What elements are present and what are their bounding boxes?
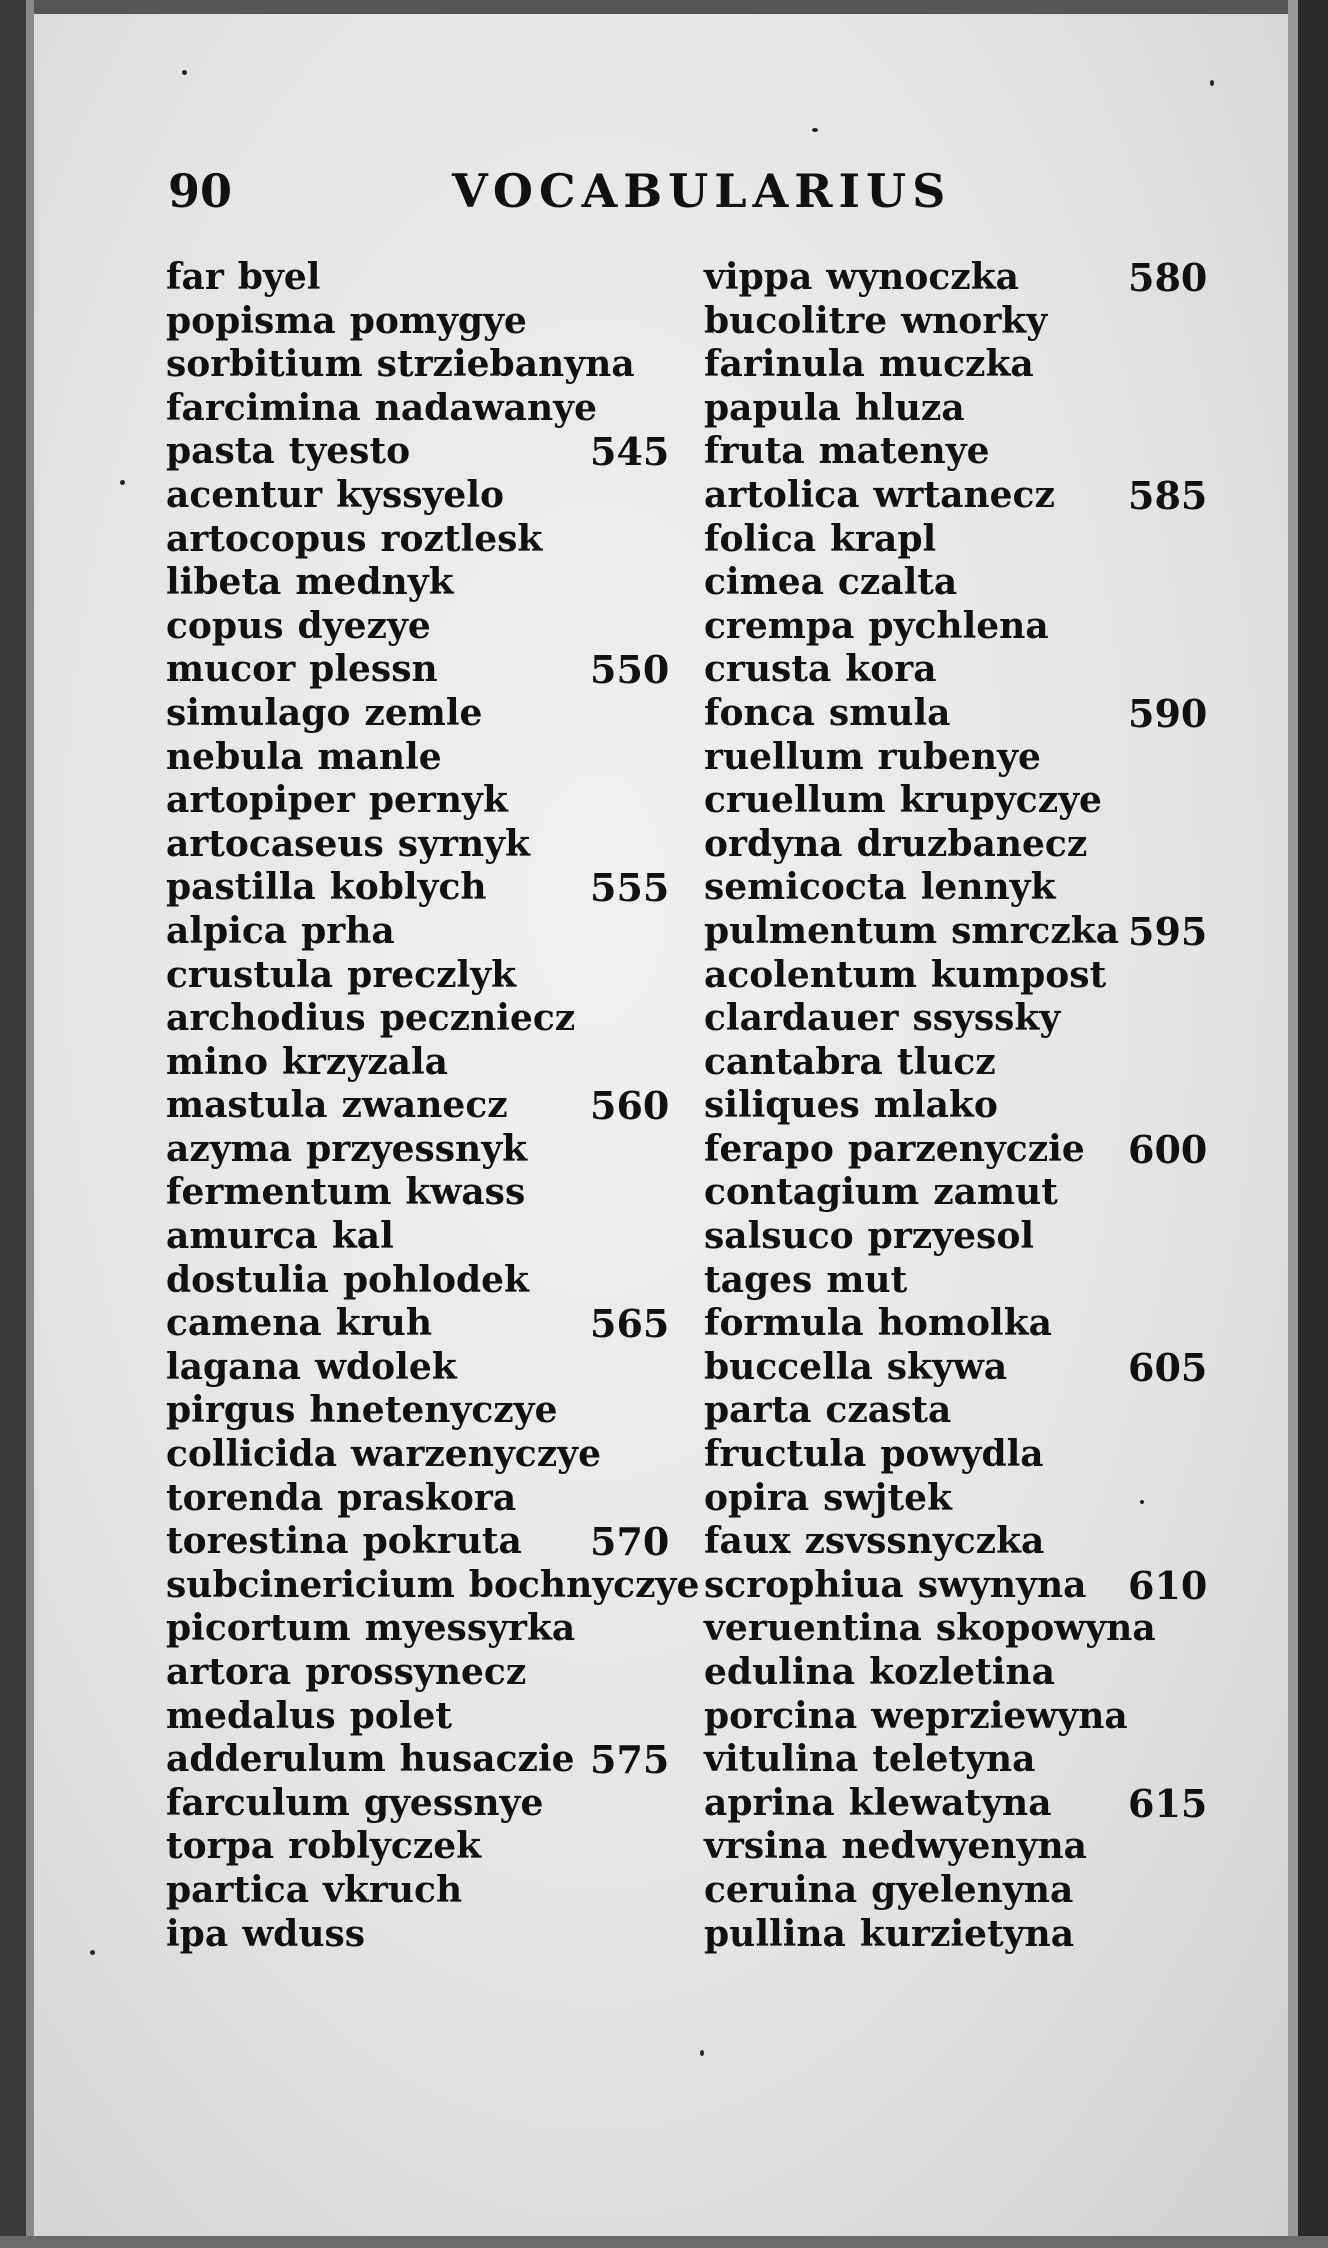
- entry-gloss: mlako: [873, 1084, 998, 1127]
- entry-term: fermentum: [166, 1171, 392, 1214]
- scan-border-top: [0, 0, 1328, 14]
- vocabulary-entry: [166, 1695, 666, 1739]
- entry-term: dostulia: [166, 1258, 329, 1301]
- entry-term: cruellum: [704, 779, 886, 822]
- entry-term: partica: [166, 1868, 310, 1911]
- vocabulary-entry: [166, 561, 666, 605]
- vocabulary-entry: [704, 1084, 1204, 1128]
- vocabulary-entry: [704, 430, 1204, 474]
- entry-term: artocopus: [166, 517, 367, 560]
- entry-term: folica: [704, 517, 817, 560]
- entry-line-number: 615: [1128, 1780, 1208, 1826]
- entry-gloss: gyessnye: [363, 1781, 544, 1824]
- entry-gloss: kurzietyna: [859, 1912, 1075, 1955]
- scan-speck: [812, 128, 818, 132]
- entry-term: collicida: [166, 1433, 338, 1476]
- vocabulary-entry: [166, 823, 666, 867]
- vocabulary-entry: [704, 648, 1204, 692]
- entry-line-number: 575: [590, 1737, 670, 1783]
- entry-term: ceruina: [704, 1868, 858, 1911]
- vocabulary-entry: [704, 518, 1204, 562]
- entry-term: fruta: [704, 430, 805, 473]
- vocabulary-entry: [166, 1128, 666, 1172]
- vocabulary-entry: [704, 1215, 1204, 1259]
- entry-term: artocaseus: [166, 822, 384, 865]
- entry-term: crempa: [704, 604, 855, 647]
- vocabulary-entry: [166, 1737, 670, 1783]
- vocabulary-entry: [166, 997, 666, 1041]
- entry-term: porcina: [704, 1694, 858, 1737]
- entry-term: ruellum: [704, 735, 864, 778]
- entry-term: acentur: [166, 473, 323, 516]
- vocabulary-entry: [704, 1433, 1204, 1477]
- vocabulary-entry: [166, 1477, 666, 1521]
- entry-gloss: skywa: [886, 1345, 1008, 1388]
- entry-gloss: tyesto: [288, 430, 411, 473]
- entry-gloss: hnetenyczye: [309, 1389, 558, 1432]
- entry-gloss: powydla: [880, 1433, 1044, 1476]
- vocabulary-entry: [166, 518, 666, 562]
- vocabulary-entry: [166, 910, 666, 954]
- entry-line-number: 560: [590, 1083, 670, 1129]
- entry-gloss: przyesol: [867, 1215, 1035, 1258]
- entry-term: crusta: [704, 648, 832, 691]
- entry-term: vitulina: [704, 1738, 859, 1781]
- entry-term: mino: [166, 1040, 268, 1083]
- entry-term: papula: [704, 386, 841, 429]
- entry-gloss: peczniecz: [379, 997, 576, 1040]
- entry-term: torenda: [166, 1476, 324, 1519]
- vocabulary-entry: [704, 1389, 1204, 1433]
- entry-term: far: [166, 256, 224, 298]
- entry-gloss: roblyczek: [288, 1825, 482, 1868]
- entry-term: tages: [704, 1258, 813, 1301]
- entry-gloss: gyelenyna: [871, 1868, 1074, 1911]
- entry-gloss: krapl: [830, 517, 937, 560]
- entry-term: buccella: [704, 1345, 873, 1388]
- entry-gloss: polet: [349, 1694, 453, 1737]
- entry-gloss: myessyrka: [364, 1607, 576, 1650]
- vocabulary-entry: [704, 1562, 1208, 1608]
- entry-gloss: kumpost: [930, 953, 1107, 996]
- entry-term: crustula: [166, 953, 334, 996]
- entry-line-number: 545: [590, 429, 670, 475]
- entry-gloss: krupyczye: [899, 779, 1102, 822]
- entry-gloss: prossynecz: [305, 1651, 527, 1693]
- vocabulary-entry: [704, 605, 1204, 649]
- entry-line-number: 610: [1128, 1562, 1208, 1608]
- entry-gloss: pohlodek: [342, 1258, 530, 1301]
- entry-gloss: kora: [845, 648, 937, 691]
- entry-term: ferapo: [704, 1127, 834, 1170]
- vocabulary-entry: [704, 387, 1204, 431]
- entry-gloss: kyssyelo: [336, 473, 504, 516]
- entry-term: salsuco: [704, 1215, 854, 1258]
- entry-gloss: nedwyenyna: [841, 1825, 1087, 1868]
- vocabulary-entry: [704, 908, 1208, 954]
- entry-gloss: byel: [237, 256, 321, 298]
- vocabulary-entry: [166, 1041, 666, 1085]
- scan-border-bottom: [0, 2236, 1328, 2248]
- entry-term: opira: [704, 1476, 810, 1519]
- vocabulary-entry: [166, 1301, 670, 1347]
- entry-term: vrsina: [704, 1825, 828, 1868]
- entry-term: torestina: [166, 1520, 349, 1563]
- entry-term: fructula: [704, 1433, 867, 1476]
- entry-gloss: przyessnyk: [306, 1127, 528, 1170]
- entry-line-number: 570: [590, 1519, 670, 1565]
- vocabulary-entry: [704, 561, 1204, 605]
- entry-gloss: zemle: [364, 691, 483, 734]
- vocabulary-entry: [166, 779, 666, 823]
- vocabulary-entry: [166, 865, 670, 911]
- entry-term: libeta: [166, 561, 282, 604]
- vocabulary-entry: [166, 300, 666, 344]
- entry-gloss: vkruch: [323, 1868, 463, 1911]
- vocabulary-entry: [166, 1433, 666, 1477]
- vocabulary-entry: [704, 1477, 1204, 1521]
- vocabulary-entry: [704, 1607, 1204, 1651]
- entry-term: ordyna: [704, 822, 843, 865]
- entry-term: siliques: [704, 1084, 860, 1127]
- entry-term: popisma: [166, 299, 336, 342]
- entry-term: edulina: [704, 1651, 856, 1693]
- vocabulary-entry: [166, 474, 666, 518]
- entry-gloss: parzenyczie: [847, 1127, 1085, 1170]
- scan-speck: [1210, 80, 1214, 86]
- entry-gloss: koblych: [329, 866, 487, 909]
- entry-term: farcimina: [166, 386, 361, 429]
- vocabulary-entry: [704, 1041, 1204, 1085]
- entry-term: artolica: [704, 473, 860, 516]
- entry-gloss: czalta: [837, 561, 958, 604]
- entry-term: alpica: [166, 909, 288, 952]
- entry-term: bucolitre: [704, 299, 888, 342]
- entry-gloss: pernyk: [368, 779, 508, 822]
- entry-gloss: homolka: [877, 1302, 1052, 1345]
- vocabulary-entry: [704, 1913, 1204, 1957]
- vocabulary-entry: [704, 823, 1204, 867]
- entry-gloss: dyezye: [297, 604, 431, 647]
- entry-term: amurca: [166, 1215, 318, 1258]
- entry-gloss: praskora: [337, 1476, 517, 1519]
- entry-line-number: 600: [1128, 1126, 1208, 1172]
- vocabulary-entry: [166, 647, 670, 693]
- vocabulary-entry: [166, 1389, 666, 1433]
- entry-gloss: kal: [331, 1215, 394, 1258]
- entry-gloss: druzbanecz: [856, 822, 1088, 865]
- entry-term: ipa: [166, 1912, 229, 1955]
- entry-gloss: pokruta: [362, 1520, 522, 1563]
- entry-gloss: swjtek: [823, 1476, 952, 1519]
- entry-term: nebula: [166, 735, 304, 778]
- vocabulary-entry: [704, 343, 1204, 387]
- vocabulary-entry: [166, 1259, 666, 1303]
- entry-gloss: pychlena: [868, 604, 1049, 647]
- scan-speck: [120, 480, 125, 485]
- vocabulary-entry: [166, 692, 666, 736]
- vocabulary-entry: [166, 343, 666, 387]
- entry-gloss: smula: [828, 691, 951, 734]
- vocabulary-entry: [704, 1259, 1204, 1303]
- vocabulary-entry: [704, 1520, 1204, 1564]
- scan-speck: [90, 1950, 95, 1955]
- vocabulary-entry: [704, 1171, 1204, 1215]
- page-number: 90: [168, 164, 233, 218]
- vocabulary-entry: [704, 954, 1204, 998]
- entry-term: aprina: [704, 1781, 835, 1824]
- vocabulary-entry: [704, 1825, 1204, 1869]
- vocabulary-entry: [166, 256, 666, 300]
- entry-gloss: wduss: [242, 1912, 366, 1955]
- right-column: [704, 255, 1208, 1956]
- entry-term: medalus: [166, 1694, 336, 1737]
- entry-gloss: mut: [826, 1258, 908, 1301]
- entry-gloss: wrtanecz: [873, 473, 1055, 516]
- entry-gloss: zsvssnyczka: [804, 1520, 1045, 1563]
- entry-term: faux: [704, 1520, 791, 1563]
- entry-term: subcinericium: [166, 1563, 455, 1606]
- entry-term: sorbitium: [166, 343, 363, 386]
- entry-gloss: zamut: [933, 1171, 1058, 1214]
- entry-term: fonca: [704, 691, 815, 734]
- entry-term: semicocta: [704, 866, 907, 909]
- scan-border-right: [1298, 0, 1328, 2248]
- vocabulary-entry: [166, 1083, 670, 1129]
- vocabulary-entry: [704, 472, 1208, 518]
- vocabulary-entry: [704, 1344, 1208, 1390]
- entry-term: adderulum: [166, 1738, 386, 1781]
- entry-term: acolentum: [704, 953, 917, 996]
- vocabulary-entry: [704, 1126, 1208, 1172]
- scan-border-right-inner: [1288, 0, 1298, 2248]
- vocabulary-entry: [704, 690, 1208, 736]
- entry-term: farinula: [704, 343, 865, 386]
- entry-term: parta: [704, 1389, 812, 1432]
- entry-line-number: 550: [590, 647, 670, 693]
- entry-term: picortum: [166, 1607, 351, 1650]
- vocabulary-entry: [704, 1302, 1204, 1346]
- page-header: [0, 160, 1328, 220]
- vocabulary-entry: [704, 997, 1204, 1041]
- entry-gloss: prha: [301, 909, 395, 952]
- entry-line-number: 585: [1128, 472, 1208, 518]
- entry-term: veruentina: [704, 1607, 922, 1650]
- entry-term: copus: [166, 604, 284, 647]
- entry-gloss: lennyk: [920, 866, 1056, 909]
- vocabulary-entry: [704, 866, 1204, 910]
- vocabulary-entry: [166, 429, 670, 475]
- entry-term: camena: [166, 1302, 322, 1345]
- entry-gloss: warzenyczye: [351, 1433, 601, 1476]
- entry-gloss: bochnyczye: [468, 1563, 700, 1606]
- vocabulary-entry: [704, 736, 1204, 780]
- entry-term: cimea: [704, 561, 824, 604]
- vocabulary-entry: [704, 1780, 1208, 1826]
- entry-gloss: strziebanyna: [376, 343, 635, 386]
- entry-gloss: zwanecz: [341, 1084, 508, 1127]
- vocabulary-entry: [704, 1869, 1204, 1913]
- entry-gloss: ssyssky: [912, 997, 1061, 1040]
- vocabulary-entry: [166, 1519, 670, 1565]
- entry-gloss: czasta: [825, 1389, 952, 1432]
- entry-gloss: manle: [317, 735, 442, 778]
- entry-term: artora: [166, 1651, 292, 1693]
- scan-border-left: [0, 0, 26, 2248]
- entry-gloss: nadawanye: [374, 386, 597, 429]
- vocabulary-entry: [166, 1651, 666, 1695]
- vocabulary-entry: [704, 300, 1204, 344]
- vocabulary-entry: [704, 1738, 1204, 1782]
- entry-term: pulmentum: [704, 909, 938, 952]
- entry-term: lagana: [166, 1345, 301, 1388]
- vocabulary-entry: [704, 779, 1204, 823]
- vocabulary-entry: [704, 1651, 1204, 1695]
- vocabulary-entry: [704, 1695, 1204, 1739]
- entry-term: farculum: [166, 1781, 350, 1824]
- entry-gloss: syrnyk: [397, 822, 530, 865]
- entry-line-number: 605: [1128, 1344, 1208, 1390]
- entry-gloss: wynoczka: [826, 256, 1019, 298]
- entry-gloss: wdolek: [315, 1345, 457, 1388]
- entry-gloss: rubenye: [877, 735, 1041, 778]
- entry-gloss: swynyna: [917, 1563, 1087, 1606]
- entry-term: azyma: [166, 1127, 293, 1170]
- vocabulary-entry: [166, 605, 666, 649]
- entry-line-number: 555: [590, 865, 670, 911]
- entry-gloss: weprziewyna: [871, 1694, 1128, 1737]
- entry-term: contagium: [704, 1171, 920, 1214]
- entry-gloss: wnorky: [901, 299, 1048, 342]
- entry-gloss: klewatyna: [848, 1781, 1052, 1824]
- vocabulary-entry: [166, 387, 666, 431]
- entry-term: formula: [704, 1302, 864, 1345]
- entry-line-number: 580: [1128, 255, 1208, 300]
- entry-gloss: tlucz: [896, 1040, 996, 1083]
- entry-gloss: pomygye: [349, 299, 527, 342]
- vocabulary-entry: [166, 1346, 666, 1390]
- entry-gloss: kozletina: [869, 1651, 1055, 1693]
- entry-term: pastilla: [166, 866, 316, 909]
- entry-term: simulago: [166, 691, 351, 734]
- entry-gloss: skopowyna: [935, 1607, 1156, 1650]
- entry-gloss: husaczie: [399, 1738, 575, 1781]
- entry-term: archodius: [166, 997, 366, 1040]
- entry-term: pirgus: [166, 1389, 296, 1432]
- entry-gloss: muczka: [878, 343, 1034, 386]
- entry-line-number: 590: [1128, 690, 1208, 736]
- entry-term: pullina: [704, 1912, 846, 1955]
- entry-gloss: teletyna: [872, 1738, 1036, 1781]
- entry-line-number: 565: [590, 1301, 670, 1347]
- entry-term: mucor: [166, 648, 296, 691]
- entry-term: mastula: [166, 1084, 328, 1127]
- entry-gloss: kruh: [335, 1302, 433, 1345]
- entry-line-number: 595: [1128, 908, 1208, 954]
- scan-border-left-inner: [26, 0, 34, 2248]
- vocabulary-entry: [166, 1215, 666, 1259]
- vocabulary-entry: [166, 1563, 700, 1608]
- vocabulary-entry: [166, 736, 666, 780]
- entry-gloss: kwass: [405, 1171, 526, 1214]
- entry-gloss: smrczka: [951, 909, 1120, 952]
- scan-speck: [182, 70, 187, 75]
- vocabulary-entry: [166, 1782, 666, 1826]
- entry-gloss: roztlesk: [380, 517, 543, 560]
- entry-term: pasta: [166, 430, 275, 473]
- entry-gloss: hluza: [854, 386, 965, 429]
- entry-gloss: preczlyk: [347, 953, 517, 996]
- vocabulary-entry: [166, 1869, 666, 1913]
- vocabulary-entry: [166, 1825, 666, 1869]
- entry-term: clardauer: [704, 997, 899, 1040]
- entry-gloss: krzyzala: [281, 1040, 448, 1083]
- entry-term: vippa: [704, 256, 813, 298]
- entry-gloss: plessn: [309, 648, 438, 691]
- vocabulary-entry: [166, 1171, 666, 1215]
- entry-gloss: matenye: [818, 430, 990, 473]
- vocabulary-entry: [166, 1607, 666, 1651]
- vocabulary-entry: [166, 1913, 666, 1957]
- left-column: [166, 256, 700, 1956]
- running-title: VOCABULARIUS: [452, 164, 952, 218]
- entry-term: scrophiua: [704, 1563, 904, 1606]
- vocabulary-entry: [166, 954, 666, 998]
- vocabulary-entry: [704, 255, 1208, 300]
- entry-term: torpa: [166, 1825, 275, 1868]
- scan-speck: [700, 2050, 704, 2056]
- entry-gloss: mednyk: [295, 561, 454, 604]
- entry-term: artopiper: [166, 779, 355, 822]
- entry-term: cantabra: [704, 1040, 883, 1083]
